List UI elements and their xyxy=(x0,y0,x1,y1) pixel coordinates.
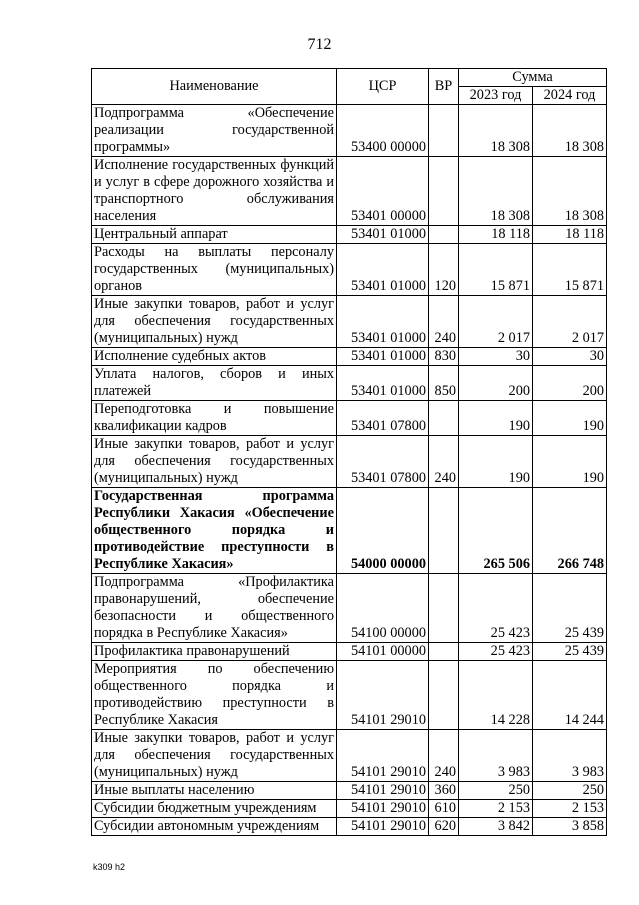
row-sum-2024: 30 xyxy=(533,348,607,366)
row-name: Иные закупки товаров, работ и услуг для обеспечения государственных (муниципальных) нужд xyxy=(92,296,337,348)
table-header xyxy=(92,69,607,105)
row-csr: 53401 07800 xyxy=(337,401,429,436)
row-sum-2023: 190 xyxy=(459,401,533,436)
table-row xyxy=(92,436,607,488)
row-sum-2024: 14 244 xyxy=(533,661,607,730)
row-vr: 850 xyxy=(429,366,459,401)
row-sum-2023: 18 308 xyxy=(459,105,533,157)
row-csr: 54100 00000 xyxy=(337,574,429,643)
row-csr: 53400 00000 xyxy=(337,105,429,157)
row-sum-2023: 25 423 xyxy=(459,643,533,661)
table-row xyxy=(92,401,607,436)
row-vr: 120 xyxy=(429,244,459,296)
row-vr: 830 xyxy=(429,348,459,366)
row-sum-2023: 265 506 xyxy=(459,488,533,574)
row-csr: 53401 01000 xyxy=(337,244,429,296)
row-csr: 53401 01000 xyxy=(337,366,429,401)
row-csr: 53401 01000 xyxy=(337,348,429,366)
row-vr: 240 xyxy=(429,436,459,488)
row-sum-2023: 15 871 xyxy=(459,244,533,296)
row-vr xyxy=(429,661,459,730)
budget-table xyxy=(91,68,607,836)
row-sum-2023: 190 xyxy=(459,436,533,488)
row-csr: 53401 01000 xyxy=(337,226,429,244)
table-row xyxy=(92,782,607,800)
table-row xyxy=(92,226,607,244)
row-name: Профилактика правонарушений xyxy=(92,643,337,661)
table-body xyxy=(92,105,607,836)
table-row xyxy=(92,488,607,574)
table-row xyxy=(92,800,607,818)
table-row xyxy=(92,730,607,782)
row-name: Субсидии бюджетным учреждениям xyxy=(92,800,337,818)
row-name: Подпрограмма «Профилактика правонарушений, обеспечение безопасности и общественного порядка в Республике Хакасия» xyxy=(92,574,337,643)
row-sum-2024: 3 858 xyxy=(533,818,607,836)
row-vr xyxy=(429,226,459,244)
row-vr: 360 xyxy=(429,782,459,800)
row-sum-2024: 15 871 xyxy=(533,244,607,296)
row-vr xyxy=(429,401,459,436)
row-sum-2024: 266 748 xyxy=(533,488,607,574)
header-sum: Сумма xyxy=(459,69,607,87)
row-name: Иные закупки товаров, работ и услуг для обеспечения государственных (муниципальных) нужд xyxy=(92,730,337,782)
row-vr: 620 xyxy=(429,818,459,836)
header-year-2023: 2023 год xyxy=(459,87,533,105)
header-year-2024: 2024 год xyxy=(533,87,607,105)
table-row xyxy=(92,818,607,836)
header-vr: ВР xyxy=(429,69,459,105)
row-name: Мероприятия по обеспечению общественного порядка и противодействию преступности в Республике Хакасия xyxy=(92,661,337,730)
row-sum-2023: 2 017 xyxy=(459,296,533,348)
row-sum-2024: 2 017 xyxy=(533,296,607,348)
page-number: 712 xyxy=(307,36,332,53)
row-vr xyxy=(429,105,459,157)
row-sum-2023: 30 xyxy=(459,348,533,366)
row-sum-2024: 3 983 xyxy=(533,730,607,782)
row-sum-2023: 3 983 xyxy=(459,730,533,782)
row-csr: 54101 29010 xyxy=(337,661,429,730)
row-name: Исполнение судебных актов xyxy=(92,348,337,366)
row-csr: 54101 29010 xyxy=(337,818,429,836)
table-row xyxy=(92,296,607,348)
row-name: Иные закупки товаров, работ и услуг для обеспечения государственных (муниципальных) нужд xyxy=(92,436,337,488)
row-name: Государственная программа Республики Хакасия «Обеспечение общественного порядка и противодействие преступности в Республике Хакасия» xyxy=(92,488,337,574)
table-row xyxy=(92,244,607,296)
row-vr xyxy=(429,643,459,661)
row-sum-2023: 18 118 xyxy=(459,226,533,244)
row-csr: 54101 29010 xyxy=(337,800,429,818)
row-sum-2024: 18 118 xyxy=(533,226,607,244)
row-name: Исполнение государственных функций и услуг в сфере дорожного хозяйства и транспортного обслуживания населения xyxy=(92,157,337,226)
row-csr: 54101 29010 xyxy=(337,782,429,800)
table-row xyxy=(92,157,607,226)
row-sum-2024: 2 153 xyxy=(533,800,607,818)
table-row xyxy=(92,661,607,730)
row-name: Центральный аппарат xyxy=(92,226,337,244)
table-row xyxy=(92,366,607,401)
row-sum-2024: 18 308 xyxy=(533,105,607,157)
row-vr xyxy=(429,157,459,226)
table-row xyxy=(92,105,607,157)
row-name: Уплата налогов, сборов и иных платежей xyxy=(92,366,337,401)
table-row xyxy=(92,643,607,661)
row-vr xyxy=(429,488,459,574)
row-vr: 610 xyxy=(429,800,459,818)
row-sum-2023: 14 228 xyxy=(459,661,533,730)
row-vr xyxy=(429,574,459,643)
row-sum-2023: 250 xyxy=(459,782,533,800)
header-csr: ЦСР xyxy=(337,69,429,105)
row-sum-2023: 3 842 xyxy=(459,818,533,836)
row-csr: 54000 00000 xyxy=(337,488,429,574)
row-sum-2024: 250 xyxy=(533,782,607,800)
row-sum-2023: 18 308 xyxy=(459,157,533,226)
row-csr: 53401 00000 xyxy=(337,157,429,226)
row-sum-2023: 2 153 xyxy=(459,800,533,818)
row-sum-2023: 200 xyxy=(459,366,533,401)
row-csr: 53401 01000 xyxy=(337,296,429,348)
row-csr: 53401 07800 xyxy=(337,436,429,488)
row-name: Субсидии автономным учреждениям xyxy=(92,818,337,836)
row-name: Переподготовка и повышение квалификации кадров xyxy=(92,401,337,436)
footer-code: k309 h2 xyxy=(93,862,126,872)
header-name: Наименование xyxy=(92,69,337,105)
table-row xyxy=(92,574,607,643)
row-sum-2023: 25 423 xyxy=(459,574,533,643)
row-sum-2024: 200 xyxy=(533,366,607,401)
row-sum-2024: 18 308 xyxy=(533,157,607,226)
row-name: Подпрограмма «Обеспечение реализации государственной программы» xyxy=(92,105,337,157)
row-vr: 240 xyxy=(429,296,459,348)
row-name: Иные выплаты населению xyxy=(92,782,337,800)
row-sum-2024: 190 xyxy=(533,401,607,436)
row-csr: 54101 29010 xyxy=(337,730,429,782)
row-vr: 240 xyxy=(429,730,459,782)
row-csr: 54101 00000 xyxy=(337,643,429,661)
row-sum-2024: 25 439 xyxy=(533,574,607,643)
row-sum-2024: 25 439 xyxy=(533,643,607,661)
table-row xyxy=(92,348,607,366)
row-sum-2024: 190 xyxy=(533,436,607,488)
row-name: Расходы на выплаты персоналу государственных (муниципальных) органов xyxy=(92,244,337,296)
